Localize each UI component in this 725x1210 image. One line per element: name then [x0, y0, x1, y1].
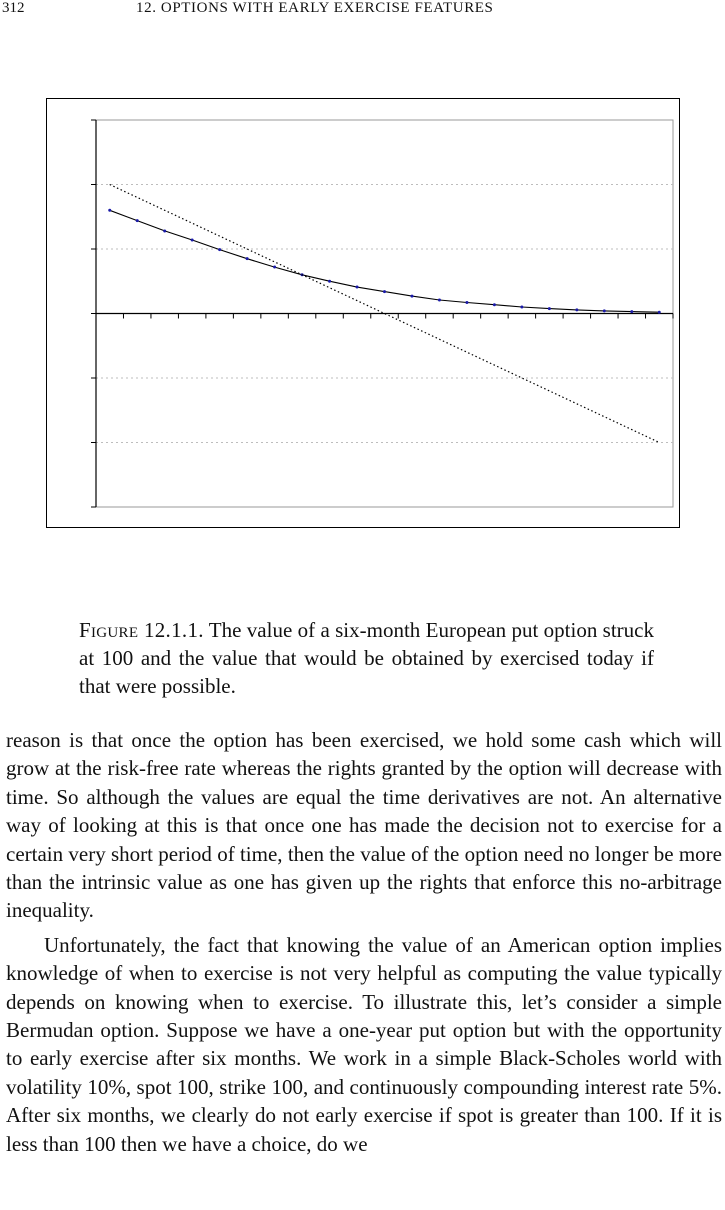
data-point: [246, 257, 249, 260]
data-point: [575, 308, 578, 311]
data-point: [328, 280, 331, 283]
series-put-value-line: [110, 210, 660, 312]
figure-frame: [46, 98, 680, 528]
put-option-chart: [47, 99, 681, 529]
data-point: [520, 306, 523, 309]
data-point: [218, 248, 221, 251]
figure-label: Figure 12.1.1.: [79, 618, 204, 642]
chapter-title: 12. OPTIONS WITH EARLY EXERCISE FEATURES: [136, 0, 494, 16]
data-point: [410, 295, 413, 298]
running-head: [0, 0, 725, 20]
page-number: 312: [2, 0, 25, 16]
data-point: [630, 310, 633, 313]
figure-caption: [79, 616, 654, 700]
caption-text: The value of a six-month European put option struck at 100 and the value that would be obtained by exercised today if that were possible.: [79, 618, 654, 698]
data-point: [108, 209, 111, 212]
data-point: [658, 311, 661, 314]
data-point: [163, 229, 166, 232]
body-text: [6, 726, 722, 1158]
data-point: [493, 303, 496, 306]
data-point: [465, 301, 468, 304]
data-point: [548, 307, 551, 310]
paragraph-2: Unfortunately, the fact that knowing the value of an American option implies knowledge of when to exercise is not very helpful as computing the value typically depends on knowing when to exercise. To illustrate this, let’s consider a simple Bermudan option. Suppose we have a one-year put option but with the opportunity to early exercise after six months. We work in a simple Black-Scholes world with volatility 10%, spot 100, strike 100, and continuously compounding interest rate 5%. After six months, we clearly do not early exercise if spot is greater than 100. If it is less than 100 then we have a choice, do we: [6, 932, 722, 1156]
data-point: [603, 309, 606, 312]
paragraph-1: reason is that once the option has been exercised, we hold some cash which will grow at the risk-free rate whereas the rights granted by the option will decrease with time. So although the values are equal the time derivatives are not. An alternative way of looking at this is that once one has made the decision not to exercise for a certain very short period of time, then the value of the option need no longer be more than the intrinsic value as one has given up the rights that enforce this no-arbitrage inequality.: [6, 728, 722, 923]
data-point: [438, 298, 441, 301]
data-point: [191, 238, 194, 241]
data-point: [356, 286, 359, 289]
data-point: [136, 219, 139, 222]
data-point: [383, 290, 386, 293]
data-point: [273, 266, 276, 269]
